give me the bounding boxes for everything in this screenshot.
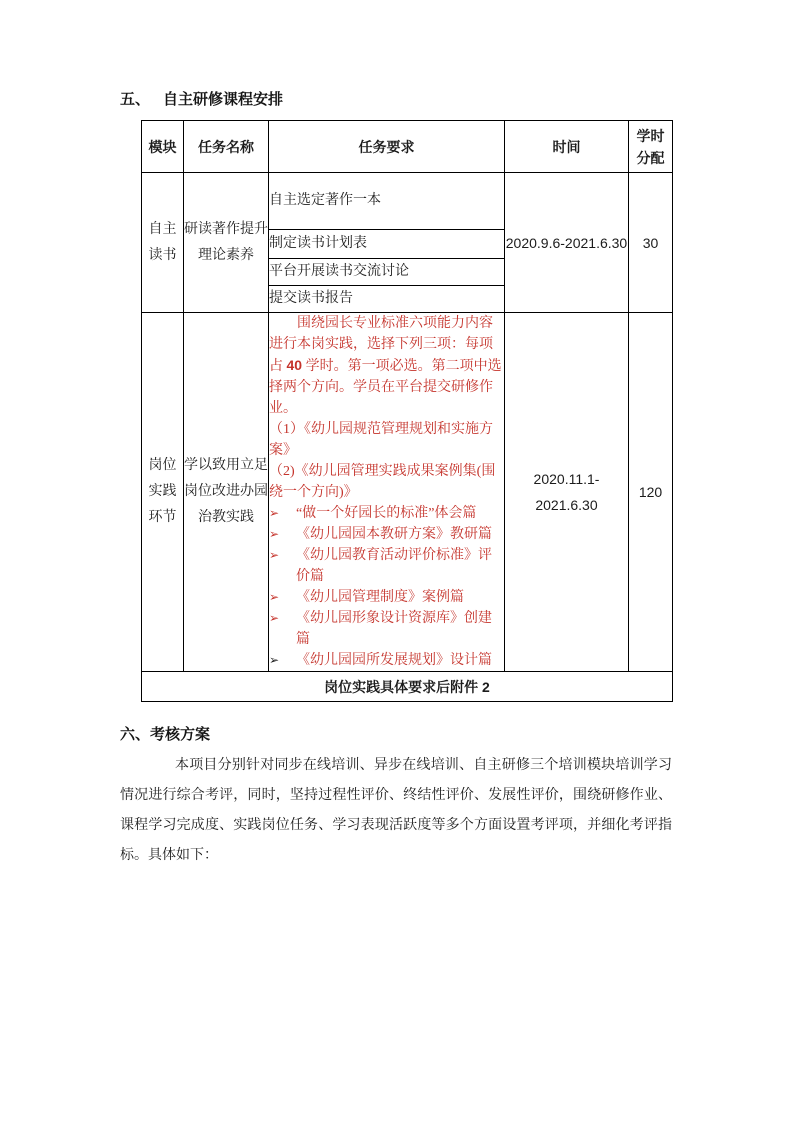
bullet-item bbox=[269, 608, 504, 650]
intro-text-end: 学时。第一项必选。第二项中选择两个方向。学员在平台提交研修作业。 bbox=[269, 359, 502, 416]
numbered-item-2: （2)《幼儿园管理实践成果案例集(围绕一个方向)》 bbox=[269, 464, 496, 500]
row2-task-name-cell: 学以致用立足岗位改进办园治教实践 bbox=[184, 313, 269, 672]
arrow-bullet-icon: ➢ bbox=[269, 548, 280, 562]
time-line: 2020.11.1- bbox=[533, 471, 600, 487]
col-header-hours: 学时分配 bbox=[629, 121, 673, 173]
self-study-course-table bbox=[141, 120, 673, 702]
row1-requirement-3: 平台开展读书交流讨论 bbox=[269, 259, 505, 286]
col-header-task-name: 任务名称 bbox=[184, 121, 269, 173]
arrow-bullet-icon: ➢ bbox=[269, 527, 280, 541]
col-header-module: 模块 bbox=[142, 121, 184, 173]
arrow-bullet-icon: ➢ bbox=[269, 506, 280, 520]
row1-module-cell: 自主读书 bbox=[142, 173, 184, 313]
row1-requirement-2: 制定读书计划表 bbox=[269, 230, 505, 259]
bullet-item bbox=[269, 545, 504, 587]
bullet-text: 《幼儿园教育活动评价标准》评价篇 bbox=[296, 548, 492, 584]
bullet-text: 《幼儿园园本教研方案》教研篇 bbox=[296, 527, 492, 542]
row1-requirement-1: 自主选定著作一本 bbox=[269, 173, 505, 230]
row2-time-cell bbox=[505, 313, 629, 672]
bullet-item bbox=[269, 587, 504, 608]
row1-hours-cell: 30 bbox=[629, 173, 673, 313]
bullet-item bbox=[269, 524, 504, 545]
time-line: 2021.6.30 bbox=[535, 497, 598, 513]
table-header-row bbox=[142, 121, 673, 173]
intro-hours-number: 40 bbox=[286, 357, 303, 373]
section5-heading bbox=[120, 90, 672, 110]
col-header-task-requirements: 任务要求 bbox=[269, 121, 505, 173]
col-header-time: 时间 bbox=[505, 121, 629, 173]
row2-hours-cell: 120 bbox=[629, 313, 673, 672]
bullet-text: 《幼儿园形象设计资源库》创建篇 bbox=[296, 611, 492, 647]
section6-title: 考核方案 bbox=[150, 726, 211, 743]
row1-time-cell: 2020.9.6-2021.6.30 bbox=[505, 173, 629, 313]
footer-note: 岗位实践具体要求后附件 2 bbox=[142, 672, 673, 702]
row1-requirement-4: 提交读书报告 bbox=[269, 286, 505, 313]
bullet-item bbox=[269, 503, 504, 524]
section6-number: 六、 bbox=[120, 726, 151, 743]
section6-heading bbox=[120, 725, 672, 745]
practice-intro-text bbox=[269, 313, 504, 419]
arrow-bullet-icon: ➢ bbox=[269, 590, 280, 604]
assessment-paragraph: 本项目分别针对同步在线培训、异步在线培训、自主研修三个培训模块培训学习情况进行综合考评，同时，坚持过程性评价、终结性评价、发展性评价，围绕研修作业、课程学习完成度、实践岗位任务、学习表现活跃度等多个方面设置考评项，并细化考评指标。具体如下： bbox=[120, 758, 672, 863]
table-footer-row bbox=[142, 672, 673, 702]
arrow-bullet-icon: ➢ bbox=[269, 611, 280, 625]
numbered-item-1: （1）《幼儿园规范管理规划和实施方案》 bbox=[269, 422, 493, 458]
intro-text-start: 围绕园长专业标准六项能力内容进行本岗实践，选择下列三项：每项占 bbox=[269, 316, 493, 374]
arrow-bullet-icon: ➢ bbox=[269, 653, 280, 667]
bullet-text: 《幼儿园管理制度》案例篇 bbox=[296, 590, 464, 605]
row2-module-cell: 岗位实践环节 bbox=[142, 313, 184, 672]
bullet-item bbox=[269, 650, 504, 671]
row1-task-name-cell: 研读著作提升理论素养 bbox=[184, 173, 269, 313]
table-row bbox=[142, 313, 673, 672]
table-row bbox=[142, 173, 673, 230]
bullet-text: 《幼儿园园所发展规划》设计篇 bbox=[296, 653, 492, 668]
row2-requirements-cell bbox=[269, 313, 505, 672]
section5-number: 五、 bbox=[120, 91, 151, 108]
bullet-text: “做一个好园长的标准”体会篇 bbox=[296, 506, 477, 521]
section5-title: 自主研修课程安排 bbox=[163, 91, 284, 108]
